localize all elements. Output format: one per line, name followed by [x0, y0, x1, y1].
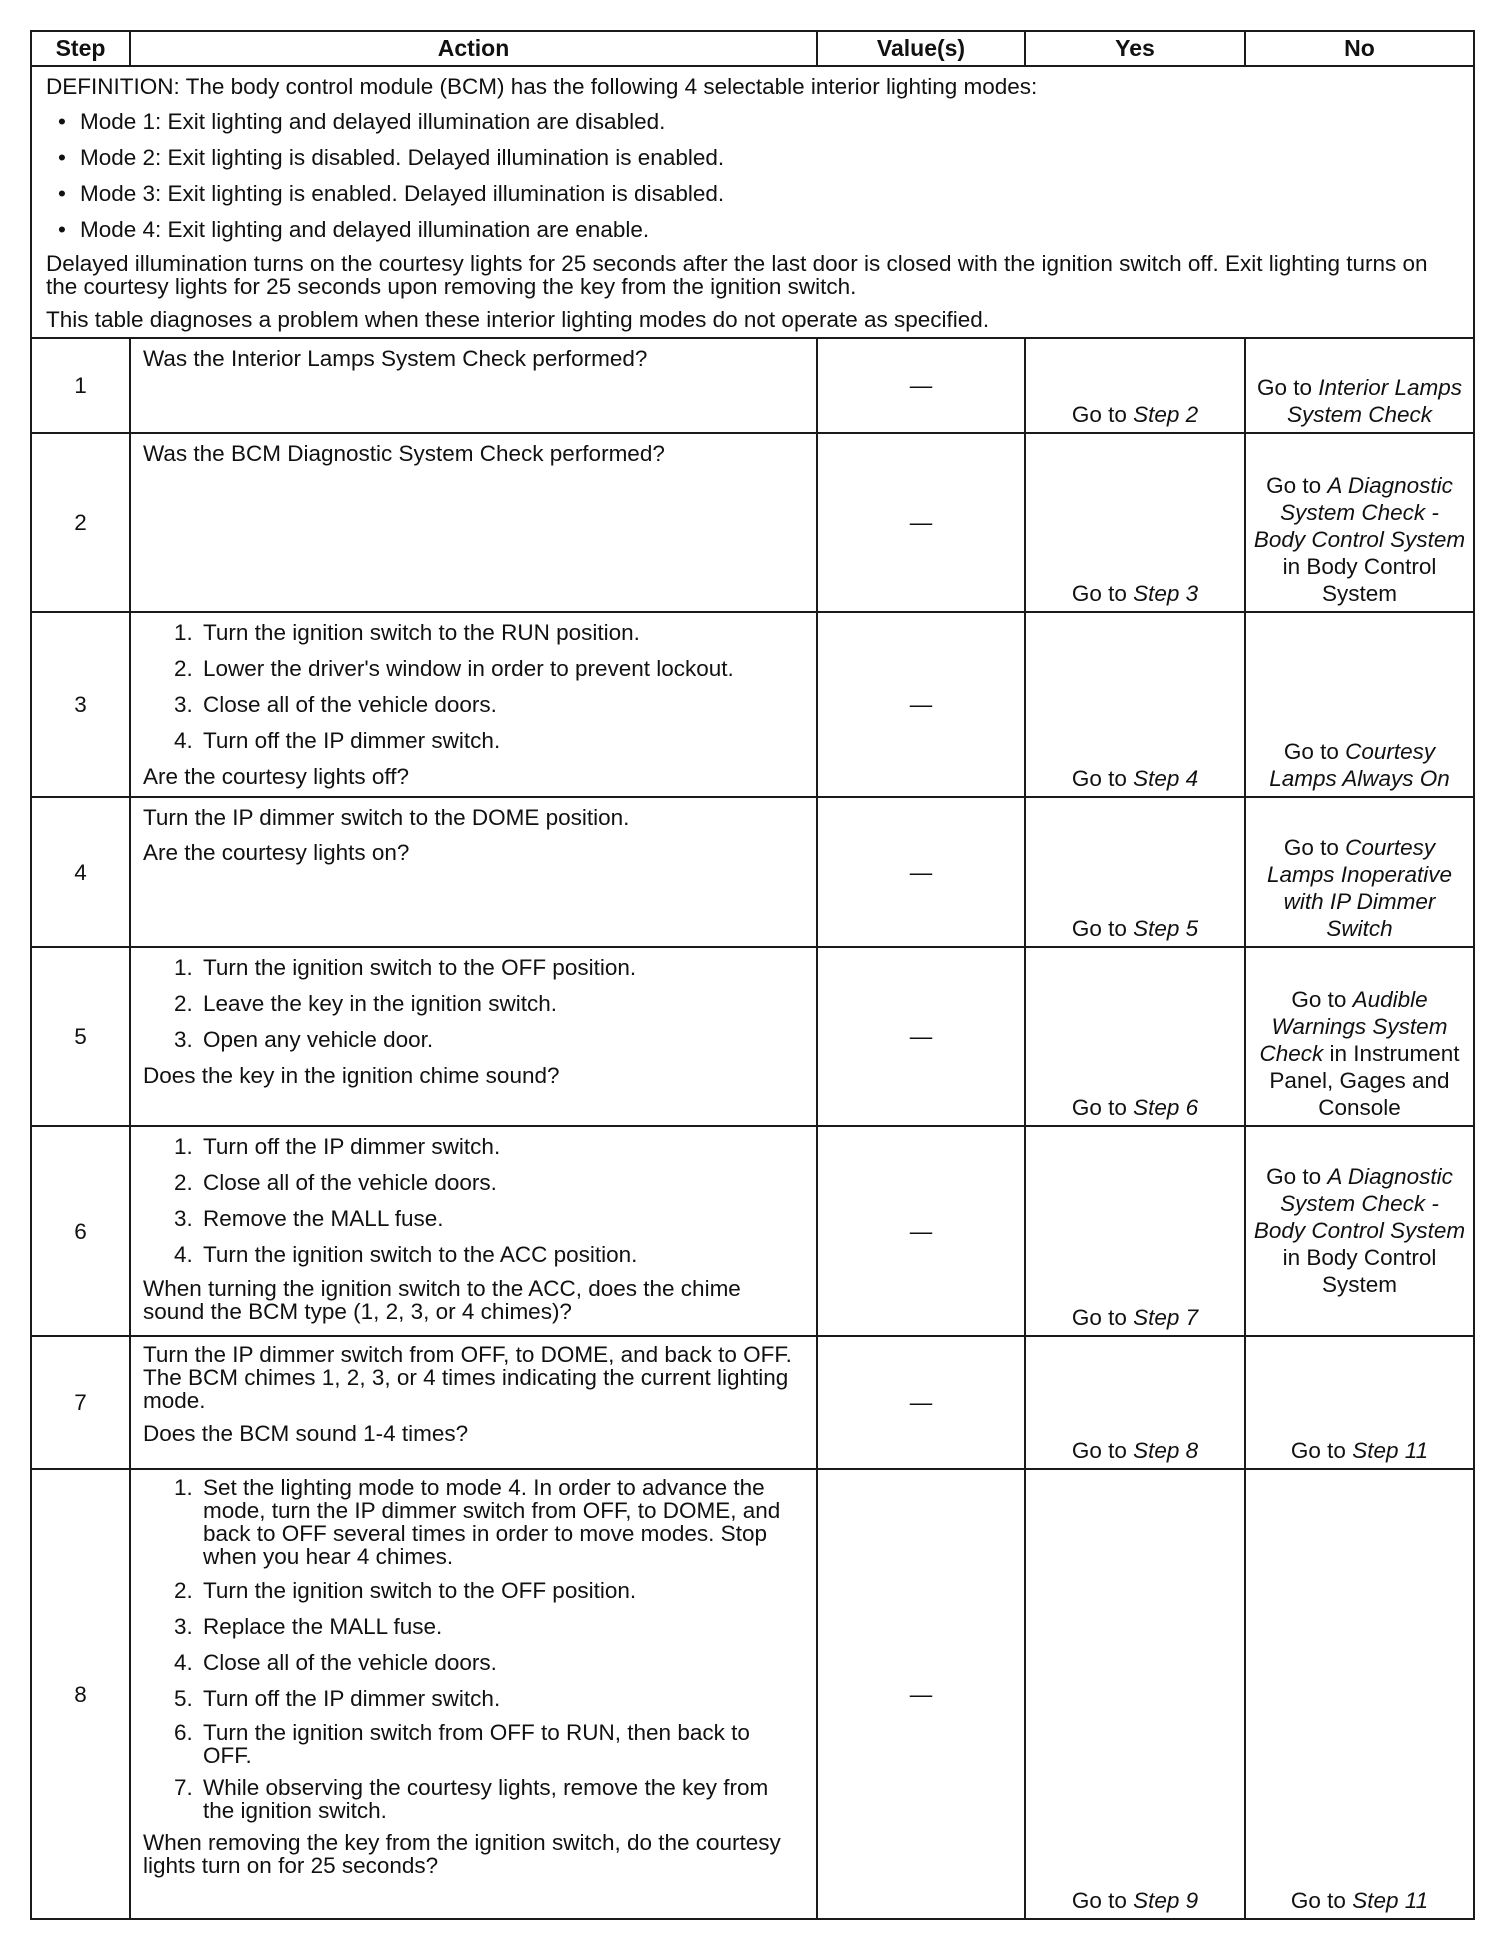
instruction: Turn the IP dimmer switch from OFF, to DOME, and back to OFF. The BCM chimes 1, 2, 3, or 4 times indicating the current lighting mode.: [143, 1342, 792, 1413]
no-cell: [1245, 433, 1474, 612]
action-step: 3. Replace the MALL fuse.: [199, 1613, 802, 1640]
action-step: 2. Turn the ignition switch to the OFF position.: [199, 1577, 802, 1604]
action-steps: [143, 1476, 802, 1822]
question: Are the courtesy lights on?: [143, 840, 410, 865]
action-cell: [130, 433, 817, 612]
no-prefix: Go to: [1291, 987, 1353, 1012]
no-link[interactable]: A Diagnostic System Check - Body Control System: [1253, 1163, 1466, 1243]
action-step: 3. Close all of the vehicle doors.: [199, 691, 802, 718]
table-row: [31, 1336, 1474, 1469]
definition-cell: [31, 66, 1474, 338]
no-suffix: in Body Control System: [1282, 554, 1437, 606]
value-cell: —: [817, 1126, 1025, 1336]
step-number: 3: [31, 612, 130, 797]
step-number: 6: [31, 1126, 130, 1336]
yes-link[interactable]: Step 7: [1133, 1305, 1199, 1330]
header-no: No: [1245, 31, 1474, 66]
no-prefix: Go to: [1290, 1438, 1353, 1463]
table-row: [31, 338, 1474, 433]
no-suffix: in Body Control System: [1282, 1244, 1437, 1297]
yes-cell: [1025, 338, 1245, 433]
value-cell: —: [817, 1469, 1025, 1919]
action-step: 1. Turn the ignition switch to the OFF position.: [199, 954, 802, 981]
mode-item: • Mode 1: Exit lighting and delayed illumination are disabled.: [80, 108, 1461, 135]
mode-list: [46, 108, 1461, 243]
no-cell: [1245, 1126, 1474, 1336]
mode-item: • Mode 4: Exit lighting and delayed illumination are enable.: [80, 216, 1461, 243]
action-cell: [130, 612, 817, 797]
yes-link[interactable]: Step 8: [1133, 1438, 1199, 1463]
yes-prefix: Go to: [1071, 1438, 1134, 1463]
step-number: 4: [31, 797, 130, 947]
table-row: [31, 947, 1474, 1126]
header-row: [31, 31, 1474, 66]
action-step: 4. Turn off the IP dimmer switch.: [199, 727, 802, 754]
yes-link[interactable]: Step 4: [1133, 766, 1199, 791]
yes-prefix: Go to: [1071, 402, 1134, 427]
diagnostic-table: [30, 30, 1475, 1920]
definition-paragraph: This table diagnoses a problem when these interior lighting modes do not operate as specified.: [46, 307, 990, 332]
action-step: 4. Close all of the vehicle doors.: [199, 1649, 802, 1676]
action-cell: [130, 947, 817, 1126]
action-step: 6. Turn the ignition switch from OFF to RUN, then back to OFF.: [199, 1721, 802, 1767]
no-prefix: Go to: [1256, 375, 1319, 400]
yes-link[interactable]: Step 9: [1133, 1888, 1199, 1913]
question: Does the key in the ignition chime sound?: [143, 1063, 560, 1088]
table-row: [31, 1126, 1474, 1336]
yes-prefix: Go to: [1071, 766, 1134, 791]
no-suffix: in Instrument Panel, Gages and Console: [1269, 1041, 1460, 1120]
no-link[interactable]: Step 11: [1352, 1888, 1429, 1913]
header-step: Step: [31, 31, 130, 66]
action-step: 3. Remove the MALL fuse.: [199, 1205, 802, 1232]
table-row: [31, 612, 1474, 797]
yes-prefix: Go to: [1071, 1888, 1134, 1913]
no-link[interactable]: Interior Lamps System Check: [1286, 375, 1463, 427]
yes-prefix: Go to: [1071, 1095, 1134, 1120]
header-action: Action: [130, 31, 817, 66]
step-number: 7: [31, 1336, 130, 1469]
action-steps: [143, 1133, 802, 1268]
step-number: 8: [31, 1469, 130, 1919]
yes-cell: [1025, 433, 1245, 612]
value-cell: —: [817, 612, 1025, 797]
action-cell: [130, 338, 817, 433]
action-cell: [130, 1469, 817, 1919]
definition-paragraph: Delayed illumination turns on the courtesy lights for 25 seconds after the last door is closed with the ignition switch off. Exit lighting turns on the courtesy lights for 25 seconds upon removing the key from the ignition switch.: [46, 251, 1428, 299]
no-cell: [1245, 947, 1474, 1126]
value-cell: —: [817, 433, 1025, 612]
yes-link[interactable]: Step 3: [1133, 581, 1199, 606]
no-prefix: Go to: [1266, 473, 1328, 498]
action-steps: [143, 619, 802, 754]
definition-intro: DEFINITION: The body control module (BCM) has the following 4 selectable interior lighting modes:: [46, 74, 1038, 99]
action-step: 7. While observing the courtesy lights, remove the key from the ignition switch.: [199, 1776, 802, 1822]
no-cell: [1245, 612, 1474, 797]
action-cell: [130, 797, 817, 947]
question: Was the BCM Diagnostic System Check performed?: [143, 441, 665, 466]
yes-cell: [1025, 1126, 1245, 1336]
table-row: [31, 797, 1474, 947]
no-cell: [1245, 797, 1474, 947]
yes-link[interactable]: Step 2: [1133, 402, 1199, 427]
action-step: 2. Lower the driver's window in order to prevent lockout.: [199, 655, 802, 682]
question: Does the BCM sound 1-4 times?: [143, 1421, 469, 1446]
action-step: 1. Turn off the IP dimmer switch.: [199, 1133, 802, 1160]
no-prefix: Go to: [1266, 1163, 1328, 1189]
no-prefix: Go to: [1283, 835, 1346, 860]
question: Are the courtesy lights off?: [143, 764, 409, 789]
yes-cell: [1025, 1469, 1245, 1919]
no-cell: [1245, 1469, 1474, 1919]
no-link[interactable]: Audible Warnings System Check: [1259, 987, 1448, 1066]
yes-prefix: Go to: [1071, 916, 1134, 941]
yes-cell: [1025, 947, 1245, 1126]
action-step: 2. Leave the key in the ignition switch.: [199, 990, 802, 1017]
value-cell: —: [817, 1336, 1025, 1469]
action-step: 2. Close all of the vehicle doors.: [199, 1169, 802, 1196]
action-steps: [143, 954, 802, 1053]
action-step: 1. Set the lighting mode to mode 4. In order to advance the mode, turn the IP dimmer switch from OFF, to DOME, and back to OFF several times in order to move modes. Stop when you hear 4 chimes.: [199, 1476, 802, 1568]
no-cell: [1245, 1336, 1474, 1469]
step-number: 5: [31, 947, 130, 1126]
yes-prefix: Go to: [1071, 1305, 1134, 1330]
no-prefix: Go to: [1290, 1888, 1353, 1913]
no-prefix: Go to: [1283, 739, 1346, 764]
action-step: 5. Turn off the IP dimmer switch.: [199, 1685, 802, 1712]
value-cell: —: [817, 797, 1025, 947]
no-link[interactable]: A Diagnostic System Check - Body Control System: [1253, 473, 1466, 552]
no-cell: [1245, 338, 1474, 433]
value-cell: —: [817, 947, 1025, 1126]
step-number: 2: [31, 433, 130, 612]
question: When turning the ignition switch to the ACC, does the chime sound the BCM type (1, 2, 3, or 4 chimes)?: [143, 1276, 741, 1324]
yes-link[interactable]: Step 6: [1133, 1095, 1199, 1120]
action-cell: [130, 1336, 817, 1469]
question: Was the Interior Lamps System Check performed?: [143, 346, 648, 371]
action-cell: [130, 1126, 817, 1336]
question: When removing the key from the ignition switch, do the courtesy lights turn on for 25 seconds?: [143, 1830, 781, 1878]
table-row: [31, 1469, 1474, 1919]
yes-prefix: Go to: [1071, 581, 1134, 606]
table-row: [31, 433, 1474, 612]
value-cell: —: [817, 338, 1025, 433]
yes-cell: [1025, 1336, 1245, 1469]
action-step: 4. Turn the ignition switch to the ACC position.: [199, 1241, 802, 1268]
header-yes: Yes: [1025, 31, 1245, 66]
no-link[interactable]: Step 11: [1352, 1438, 1429, 1463]
header-values: Value(s): [817, 31, 1025, 66]
yes-cell: [1025, 797, 1245, 947]
no-link[interactable]: Courtesy Lamps Always On: [1269, 739, 1450, 791]
yes-cell: [1025, 612, 1245, 797]
action-step: 3. Open any vehicle door.: [199, 1026, 802, 1053]
action-step: 1. Turn the ignition switch to the RUN position.: [199, 619, 802, 646]
yes-link[interactable]: Step 5: [1133, 916, 1199, 941]
mode-item: • Mode 2: Exit lighting is disabled. Delayed illumination is enabled.: [80, 144, 1461, 171]
mode-item: • Mode 3: Exit lighting is enabled. Delayed illumination is disabled.: [80, 180, 1461, 207]
no-link[interactable]: Courtesy Lamps Inoperative with IP Dimmer Switch: [1266, 835, 1453, 941]
definition-row: [31, 66, 1474, 338]
step-number: 1: [31, 338, 130, 433]
instruction: Turn the IP dimmer switch to the DOME position.: [143, 805, 630, 830]
